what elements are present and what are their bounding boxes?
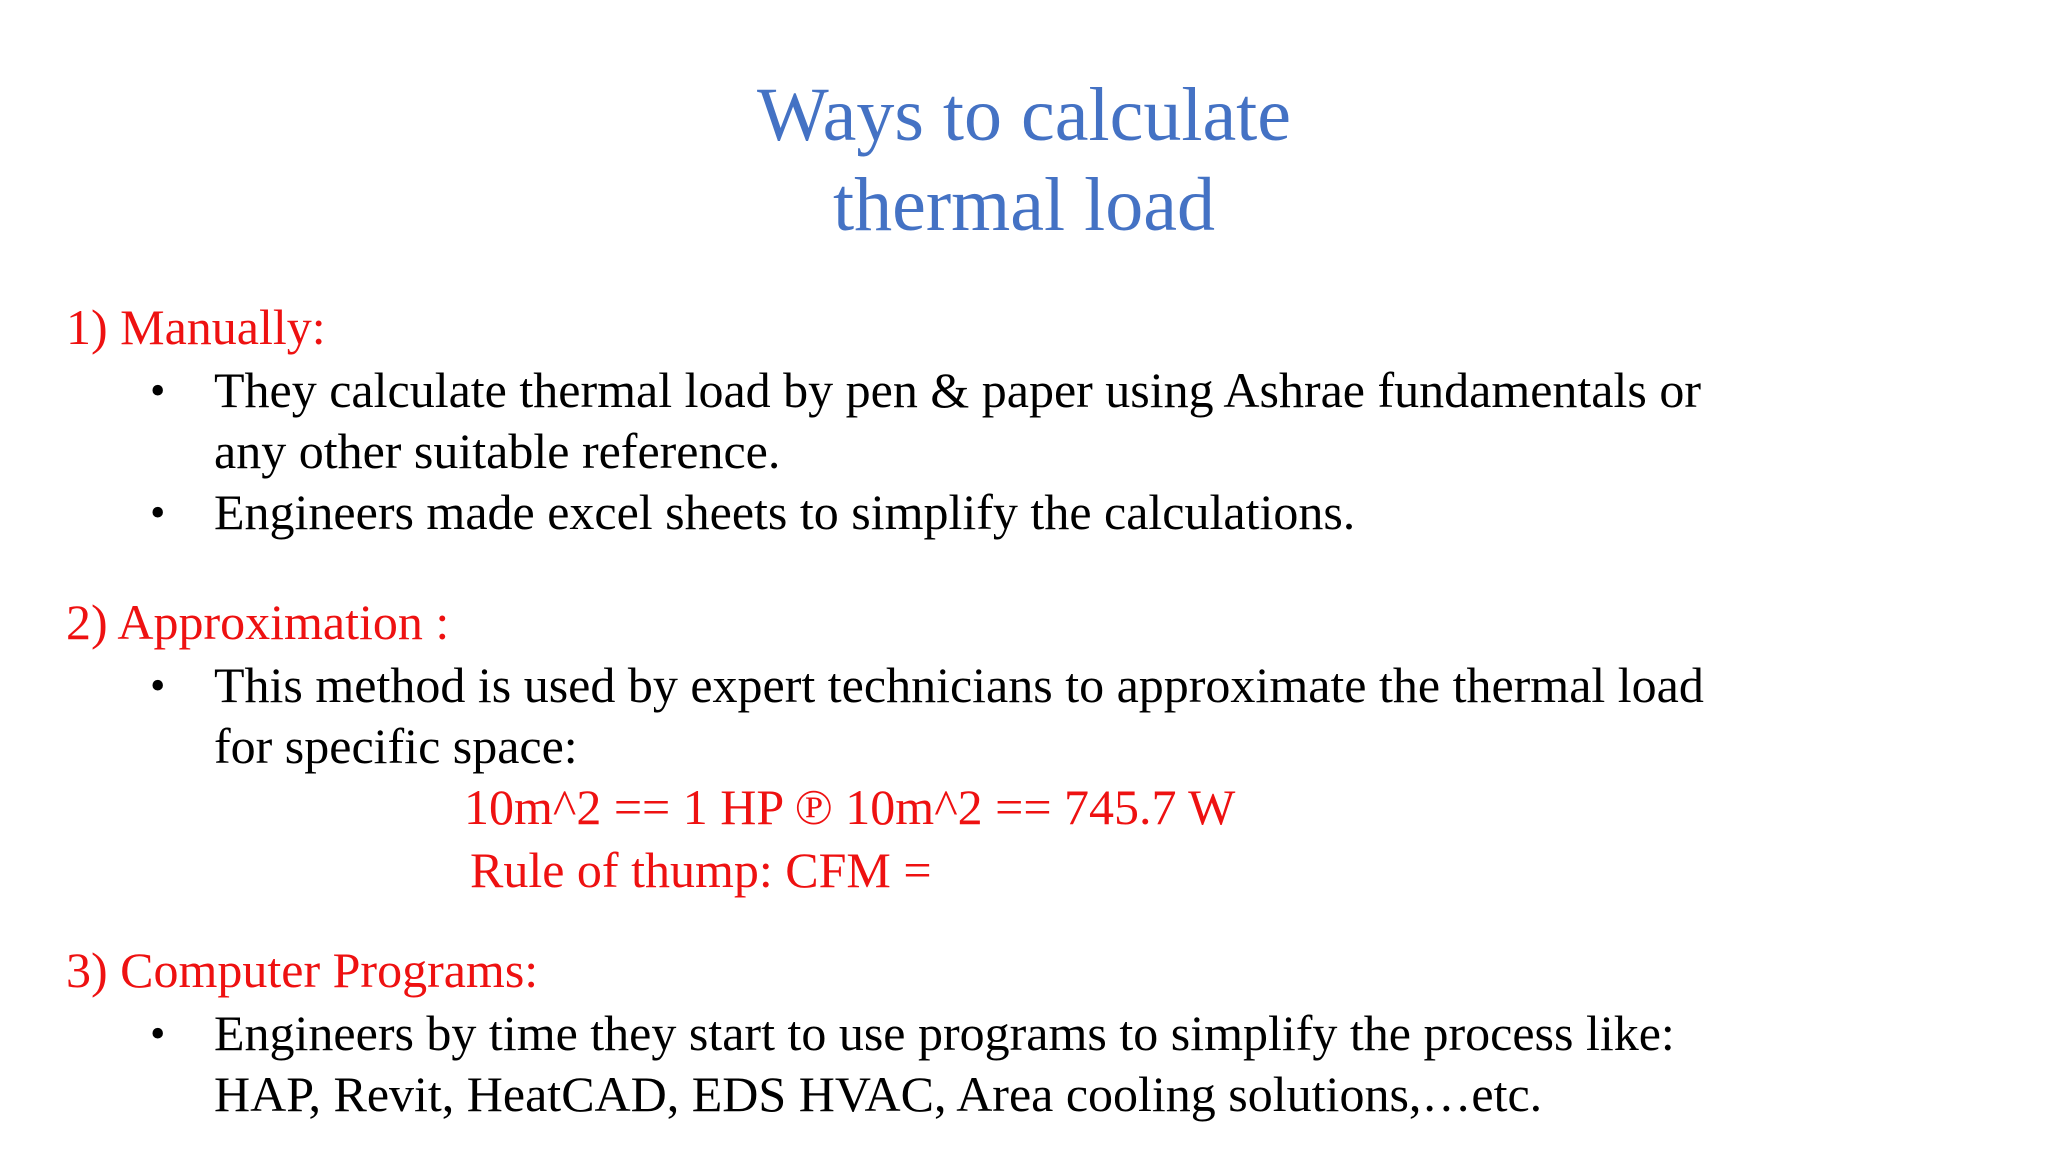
bullet-text: [214, 360, 1914, 482]
section-heading-approximation: 2) Approximation :: [66, 594, 450, 650]
slide-title: [0, 70, 2048, 250]
bullet-text: [214, 1003, 1914, 1125]
title-line-1: Ways to calculate: [756, 73, 1292, 157]
bullet-dot-icon: •: [150, 366, 166, 415]
title-line-2: thermal load: [833, 163, 1215, 247]
bullet-dot-icon: •: [150, 488, 166, 537]
bullet-dot-icon: •: [150, 1009, 166, 1058]
bullet-line: They calculate thermal load by pen & paper using Ashrae fundamentals or: [214, 362, 1701, 418]
formula-cfm: Rule of thump: CFM =: [470, 842, 932, 898]
formula-hp: 10m^2 == 1 HP ℗ 10m^2 == 745.7 W: [464, 779, 1236, 835]
bullet-line: for specific space:: [214, 718, 578, 774]
bullet-line: Engineers made excel sheets to simplify the calculations.: [214, 484, 1356, 540]
bullet-line: This method is used by expert technicians to approximate the thermal load: [214, 657, 1704, 713]
section-heading-manually: 1) Manually:: [66, 299, 326, 355]
section-heading-computer-programs: 3) Computer Programs:: [66, 942, 539, 998]
bullet-line: any other suitable reference.: [214, 423, 781, 479]
bullet-line: HAP, Revit, HeatCAD, EDS HVAC, Area cooling solutions,…etc.: [214, 1066, 1543, 1122]
bullet-text: [214, 655, 1914, 777]
bullet-text: [214, 482, 1914, 543]
bullet-dot-icon: •: [150, 661, 166, 710]
bullet-line: Engineers by time they start to use programs to simplify the process like:: [214, 1005, 1675, 1061]
